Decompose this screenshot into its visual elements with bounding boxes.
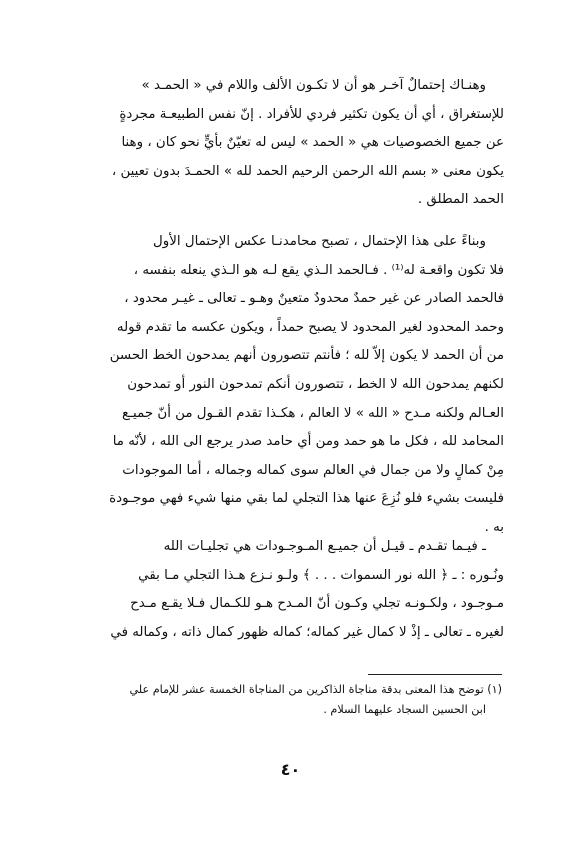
page-number: ٤٠ xyxy=(280,760,301,779)
text-line: به . xyxy=(484,519,504,535)
paragraph-3 xyxy=(72,533,504,647)
text-line: الحمد المطلق . xyxy=(417,192,504,208)
text-line: ونُـوره : ـ ﴿ الله نور السموات . . . ﴾ ولـو نـزع هـذا التجلي مـا بقي xyxy=(138,567,504,583)
text-line: وبناءً على هذا الإحتمال ، تصبح محامدنـا عكس الإحتمال الأول xyxy=(153,234,486,249)
text-line: مـوجـود ، ولكـونـه تجلي وكـون أنّ المـدح هـو للكـمال فـلا يقـع مـدح xyxy=(130,596,504,612)
text-line: فالحمد الصادر عن غير حمدٌ محدودٌ متعينٌ وهـو ـ تعالى ـ غيـر محدود ، xyxy=(124,291,504,307)
text-line: ـ فيـما تقـدم ـ قيـل أن جميـع المـوجـودات هي تجليـات الله xyxy=(163,539,486,554)
text-line: مِنْ كمالٍ ولا من جمال في العالم سوى كماله وجماله ، أما الموجودات xyxy=(122,462,504,478)
text-line: وهنـاك إحتمالٌ آخـر هو أن لا تكـون الألف واللام في « الحمـد » xyxy=(141,78,486,93)
text-line: من أن الحمد لا يكون إلاّ لله ؛ فأنتم تتصورون أنهم يمدحون الخط الحسن xyxy=(109,348,504,364)
text-line: فليست بشيء فلو نُزِعَ عنها هذا التجلي لما بقي منها شيء فهي موجـودة xyxy=(109,491,504,507)
paragraph-1 xyxy=(72,72,504,215)
text-line: لكنهم يمدحون الله لا الخط ، تتصورون أنكم تمدحون النور أو تمدحون xyxy=(127,376,504,392)
text-line: وحمد المحدود لغير المحدود لا يصبح حمداً ، ويكون عكسه ما تقدم قوله xyxy=(116,319,504,335)
text-line: للإستغراق ، أي أن يكون تكثير فردي للأفراد . إنّ نفس الطبيعـة مجردةٍ xyxy=(119,106,504,122)
footnote xyxy=(72,674,502,720)
text-line: العـالم ولكنه مـدح « الله » لا العالم ، هكـذا تقدم القـول من أنّ جميـع xyxy=(122,405,504,421)
text-line: المحامد لله ، فكل ما هو حمد ومن أي حامد صدر يرجع الى الله ، لأنّه ما xyxy=(112,434,504,450)
paragraph-2 xyxy=(72,228,504,543)
footnote-divider xyxy=(368,674,502,675)
text-line: لغيره ـ تعالى ـ إذْ لا كمال غير كماله؛ كماله ظهور كمال ذاته ، وكماله في xyxy=(110,624,504,640)
footnote-line: ابن الحسين السجاد عليهما السلام . xyxy=(323,703,486,716)
text-line: عن جميع الخصوصيات هي « الحمد » ليس له تعيّنٌ بأيٍّ نحو كان ، وهنا xyxy=(121,135,504,151)
text-line: يكون معنى « بسم الله الرحمن الرحيم الحمد لله » الحمـدَ بدون تعيين ، xyxy=(111,163,504,179)
footnote-line: (١) توضح هذا المعنى بدقة مناجاة الذاكرين من المناجاة الخمسة عشر للإمام علي xyxy=(129,683,502,696)
text-line: فلا تكون واقعـة له⁽¹⁾ . فـالحمد الـذي يقع لـه هو الـذي ينعله بنفسه ، xyxy=(133,262,504,278)
